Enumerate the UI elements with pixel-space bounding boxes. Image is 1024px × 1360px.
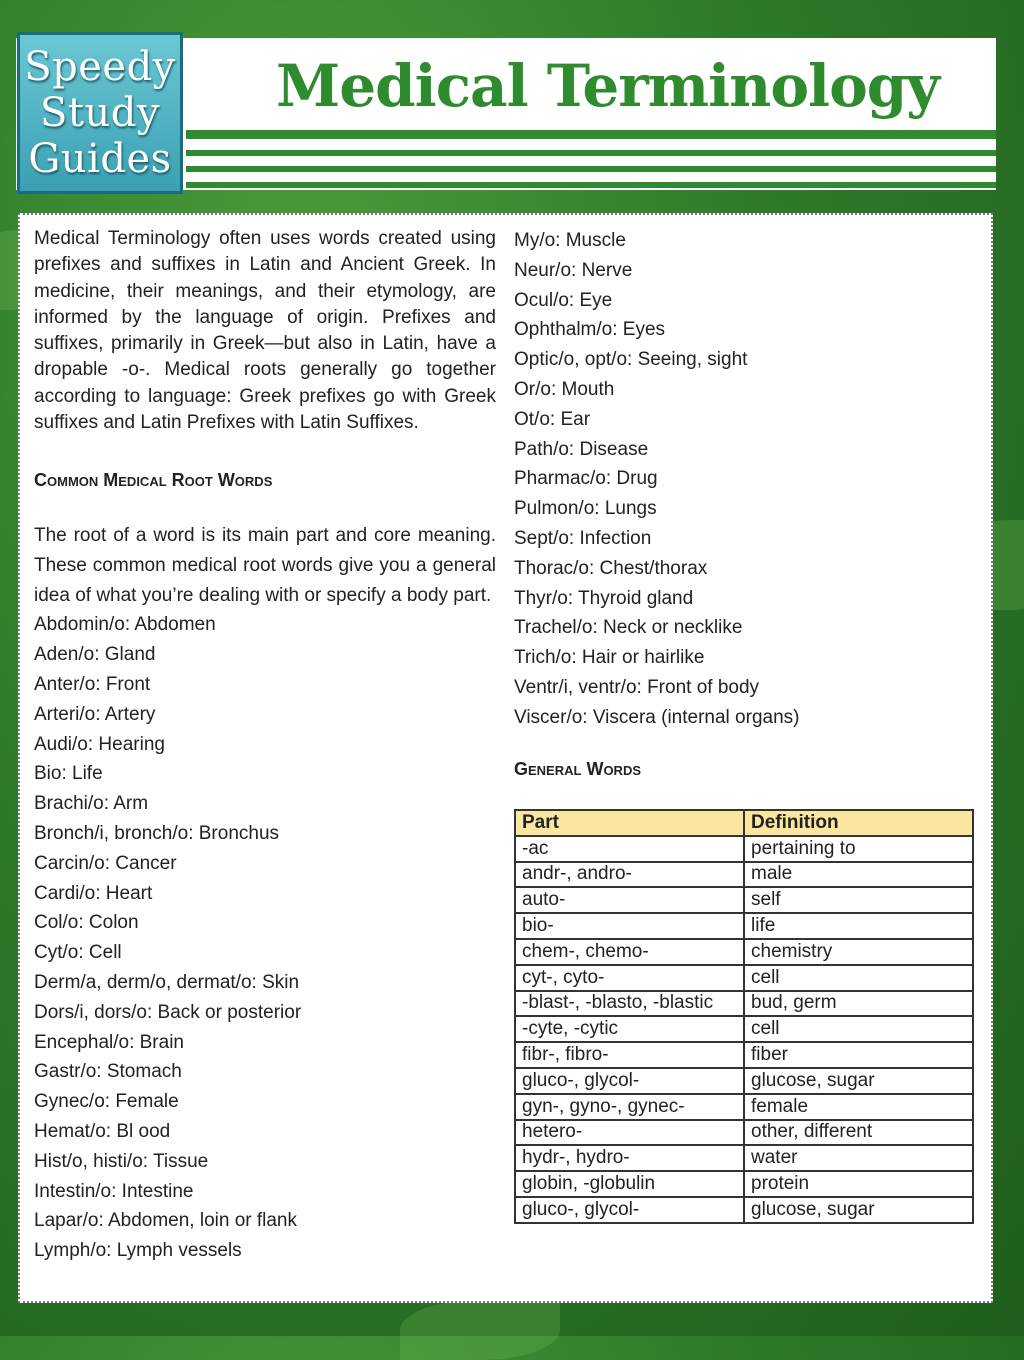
table-row <box>515 1094 973 1120</box>
logo-line: Speedy <box>24 44 176 90</box>
cell-part: chem-, chemo- <box>515 939 744 965</box>
root-word-item: Arteri/o: Artery <box>34 703 156 725</box>
root-word-item: Hemat/o: Bl ood <box>34 1121 171 1143</box>
root-word-item: Col/o: Colon <box>34 912 139 934</box>
table-row <box>515 965 973 991</box>
column-header-definition: Definition <box>744 810 973 836</box>
cell-definition: bud, germ <box>744 991 973 1017</box>
cell-definition: female <box>744 1094 973 1120</box>
header-stripe <box>186 130 996 139</box>
cell-part: -ac <box>515 836 744 862</box>
root-word-item: Bio: Life <box>34 763 103 785</box>
root-word-item: Ot/o: Ear <box>514 408 591 430</box>
header-stripe <box>186 150 996 156</box>
table-row <box>515 1016 973 1042</box>
root-words-description: The root of a word is its main part and core meaning. These common medical root words give you a general idea of what you’re dealing with or specify a body part. <box>34 525 496 606</box>
cell-definition: protein <box>744 1171 973 1197</box>
table-row <box>515 991 973 1017</box>
cell-part: bio- <box>515 913 744 939</box>
root-word-item: Viscer/o: Viscera (internal organs) <box>514 706 800 728</box>
cell-definition: chemistry <box>744 939 973 965</box>
root-word-item: Hist/o, histi/o: Tissue <box>34 1150 209 1172</box>
table-row <box>515 913 973 939</box>
cell-definition: glucose, sugar <box>744 1197 973 1223</box>
root-word-item: Aden/o: Gland <box>34 644 156 666</box>
root-words-list-left <box>34 610 496 1266</box>
table-body <box>515 836 973 1223</box>
column-header-part: Part <box>515 810 744 836</box>
root-word-item: Bronch/i, bronch/o: Bronchus <box>34 823 280 845</box>
root-word-item: Audi/o: Hearing <box>34 733 165 755</box>
cell-part: cyt-, cyto- <box>515 965 744 991</box>
root-word-item: My/o: Muscle <box>514 230 626 251</box>
table-row <box>515 1171 973 1197</box>
cell-definition: other, different <box>744 1120 973 1146</box>
logo-line: Guides <box>28 136 172 182</box>
cell-part: hetero- <box>515 1120 744 1146</box>
right-column <box>514 226 976 780</box>
root-word-item: Anter/o: Front <box>34 674 151 696</box>
table-row <box>515 836 973 862</box>
root-word-item: Pharmac/o: Drug <box>514 468 658 490</box>
root-word-item: Lymph/o: Lymph vessels <box>34 1240 242 1262</box>
cell-part: -cyte, -cytic <box>515 1016 744 1042</box>
speedy-study-guides-logo <box>17 32 183 194</box>
cell-definition: water <box>744 1145 973 1171</box>
table-row <box>515 1068 973 1094</box>
header-stripe <box>186 182 996 188</box>
logo-line: Study <box>40 90 160 136</box>
cell-part: hydr-, hydro- <box>515 1145 744 1171</box>
header-stripe <box>186 166 996 172</box>
cell-part: andr-, andro- <box>515 862 744 888</box>
cell-part: auto- <box>515 887 744 913</box>
cell-definition: glucose, sugar <box>744 1068 973 1094</box>
table-row <box>515 1042 973 1068</box>
cell-definition: fiber <box>744 1042 973 1068</box>
intro-paragraph: Medical Terminology often uses words created using prefixes and suffixes in Latin and Ancient Greek. In medicine, their meanings, and their etymology, are informed by the language of origin. Prefixes and suffixes, primarily in Greek—but also in Latin, have a dropable -o-. Medical roots generally go together according to language: Greek prefixes go with Greek suffixes and Latin Prefixes with Latin Suffixes. <box>34 228 496 434</box>
table-header-row <box>515 810 973 836</box>
table-row <box>515 862 973 888</box>
root-word-item: Pulmon/o: Lungs <box>514 498 657 520</box>
root-word-item: Abdomin/o: Abdomen <box>34 614 216 636</box>
root-word-item: Carcin/o: Cancer <box>34 852 177 874</box>
cell-part: gluco-, glycol- <box>515 1068 744 1094</box>
cell-definition: life <box>744 913 973 939</box>
cell-part: fibr-, fibro- <box>515 1042 744 1068</box>
root-word-item: Ocul/o: Eye <box>514 289 613 311</box>
root-word-item: Cyt/o: Cell <box>34 942 122 964</box>
root-word-item: Dors/i, dors/o: Back or posterior <box>34 1001 302 1023</box>
background-leaf <box>400 1300 560 1360</box>
root-word-item: Thorac/o: Chest/thorax <box>514 557 708 579</box>
root-words-heading: Common Medical Root Words <box>34 470 273 491</box>
cell-definition: cell <box>744 965 973 991</box>
root-word-item: Derm/a, derm/o, dermat/o: Skin <box>34 972 300 994</box>
table-row <box>515 887 973 913</box>
root-words-list-right <box>514 226 976 733</box>
root-word-item: Neur/o: Nerve <box>514 259 633 281</box>
root-word-item: Gastr/o: Stomach <box>34 1061 182 1083</box>
root-word-item: Brachi/o: Arm <box>34 793 149 815</box>
table-row <box>515 1197 973 1223</box>
cell-part: gyn-, gyno-, gynec- <box>515 1094 744 1120</box>
general-words-heading: General Words <box>514 758 641 779</box>
root-word-item: Ophthalm/o: Eyes <box>514 319 666 341</box>
cell-part: gluco-, glycol- <box>515 1197 744 1223</box>
left-column <box>34 226 496 1266</box>
root-word-item: Trachel/o: Neck or necklike <box>514 617 743 639</box>
general-words-table <box>514 809 974 1224</box>
table-row <box>515 939 973 965</box>
table-row <box>515 1120 973 1146</box>
root-word-item: Or/o: Mouth <box>514 378 615 400</box>
root-word-item: Cardi/o: Heart <box>34 882 153 904</box>
root-word-item: Ventr/i, ventr/o: Front of body <box>514 676 760 698</box>
cell-definition: male <box>744 862 973 888</box>
root-word-item: Thyr/o: Thyroid gland <box>514 587 694 609</box>
cell-part: -blast-, -blasto, -blastic <box>515 991 744 1017</box>
root-word-item: Lapar/o: Abdomen, loin or flank <box>34 1210 298 1232</box>
cell-definition: self <box>744 887 973 913</box>
root-word-item: Gynec/o: Female <box>34 1091 179 1113</box>
root-word-item: Trich/o: Hair or hairlike <box>514 647 705 669</box>
root-word-item: Optic/o, opt/o: Seeing, sight <box>514 349 748 371</box>
root-word-item: Encephal/o: Brain <box>34 1031 184 1053</box>
root-word-item: Sept/o: Infection <box>514 527 652 549</box>
cell-definition: pertaining to <box>744 836 973 862</box>
cell-definition: cell <box>744 1016 973 1042</box>
table-row <box>515 1145 973 1171</box>
root-word-item: Path/o: Disease <box>514 438 649 460</box>
root-word-item: Intestin/o: Intestine <box>34 1180 194 1202</box>
cell-part: globin, -globulin <box>515 1171 744 1197</box>
page-title: Medical Terminology <box>276 52 940 120</box>
